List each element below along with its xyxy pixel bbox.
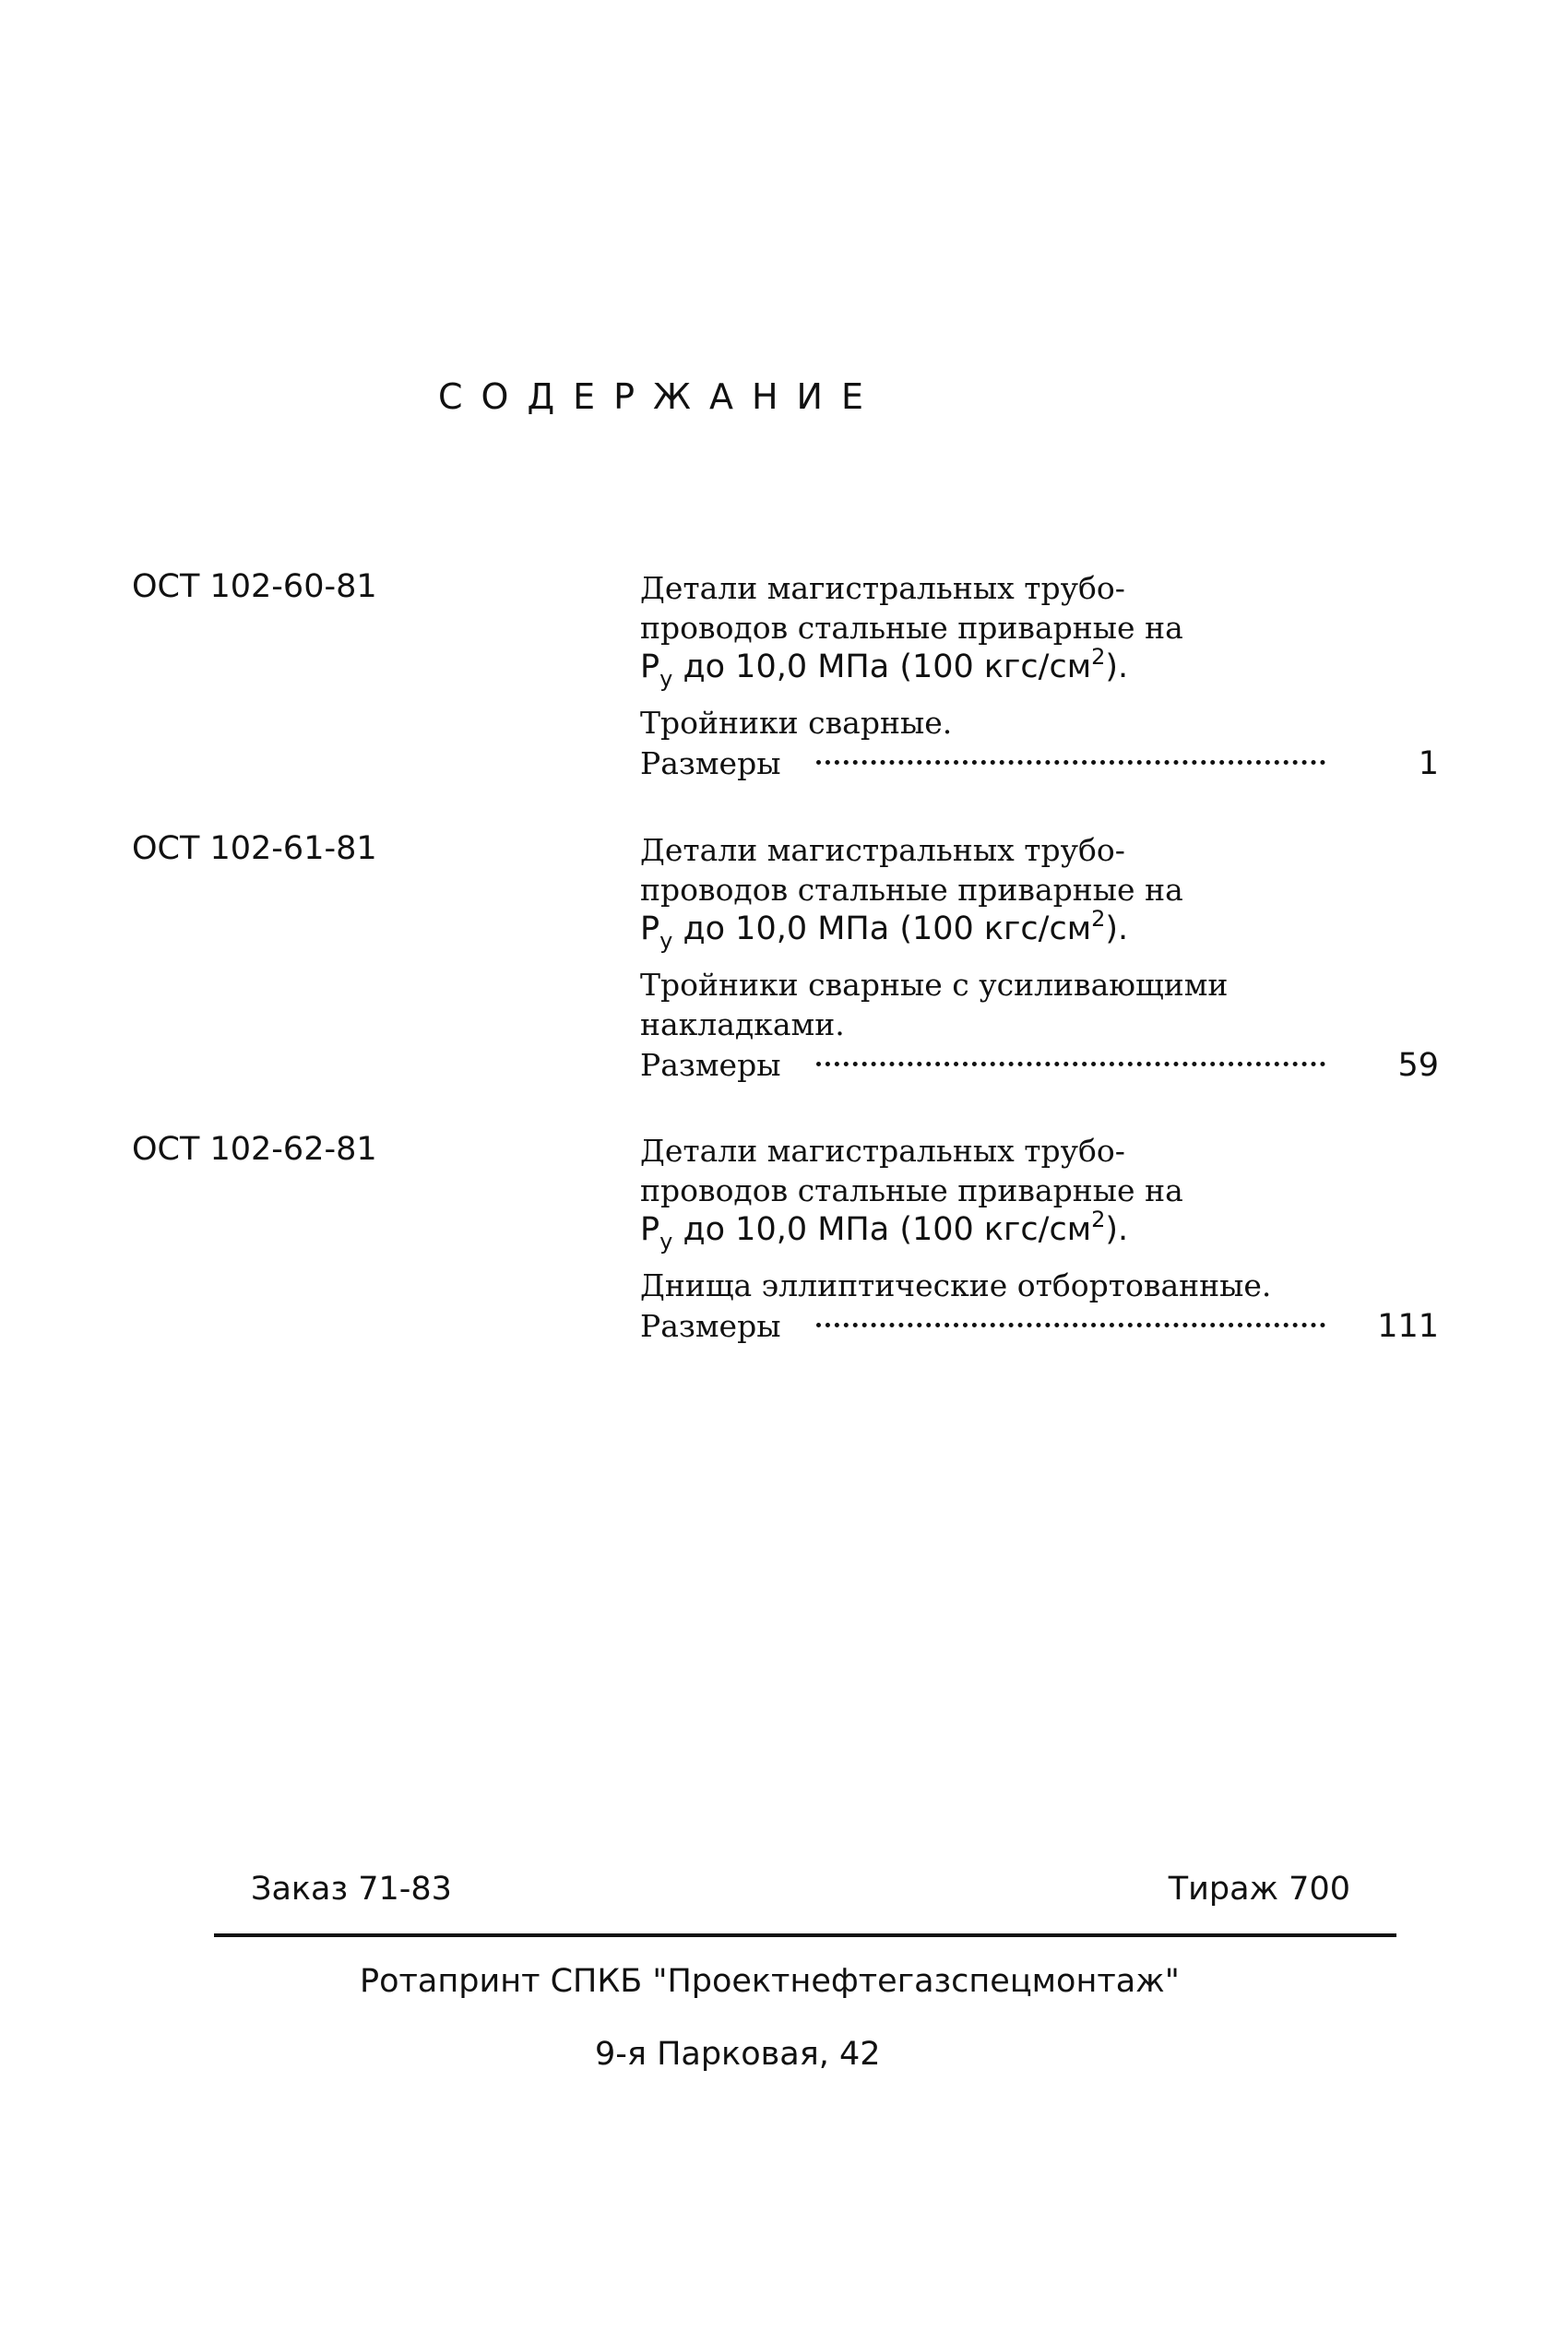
description-line: Детали магистральных трубо- bbox=[640, 832, 1125, 868]
pressure-value: до 10,0 МПа (100 кгс/см bbox=[672, 910, 1092, 947]
pressure-symbol: P bbox=[640, 910, 660, 947]
entry-subtitle: Тройники сварные. bbox=[640, 705, 953, 741]
pressure-rating bbox=[640, 906, 1286, 954]
pressure-rating bbox=[640, 1207, 1286, 1255]
footer-divider bbox=[214, 1933, 1396, 1937]
pressure-value: до 10,0 МПа (100 кгс/см bbox=[672, 648, 1092, 685]
page-number: 111 bbox=[1377, 1308, 1439, 1345]
description-line: проводов стальные приварные на bbox=[640, 872, 1183, 908]
entry-subtitle: Днища эллиптические отбортованные. bbox=[640, 1267, 1272, 1303]
description-line: проводов стальные приварные на bbox=[640, 610, 1183, 646]
standard-code: ОСТ 102-60-81 bbox=[132, 568, 377, 605]
entry-subtitle: накладками. bbox=[640, 1006, 845, 1042]
pressure-symbol: P bbox=[640, 1211, 660, 1248]
entry-subtitle: Тройники сварные с усиливающими bbox=[640, 967, 1229, 1003]
pressure-end: ). bbox=[1105, 910, 1129, 947]
pressure-end: ). bbox=[1105, 648, 1129, 685]
printer-address: 9-я Парковая, 42 bbox=[595, 2036, 881, 2073]
sizes-label: Размеры bbox=[640, 745, 781, 781]
page-number: 59 bbox=[1397, 1047, 1439, 1084]
entry-description bbox=[640, 1131, 1286, 1305]
description-line: проводов стальные приварные на bbox=[640, 1172, 1183, 1208]
pressure-rating bbox=[640, 644, 1286, 692]
printer-name: Ротапринт СПКБ "Проектнефтегазспецмонтаж" bbox=[360, 1963, 1180, 2000]
pressure-subscript: у bbox=[659, 1229, 673, 1255]
print-run: Тираж 700 bbox=[1168, 1871, 1350, 1908]
pressure-symbol: P bbox=[640, 648, 660, 685]
standard-code: ОСТ 102-62-81 bbox=[132, 1131, 377, 1168]
pressure-superscript: 2 bbox=[1091, 906, 1106, 932]
sizes-label: Размеры bbox=[640, 1047, 781, 1083]
page-number: 1 bbox=[1418, 745, 1439, 782]
description-line: Детали магистральных трубо- bbox=[640, 1133, 1125, 1169]
leader-dots bbox=[816, 1062, 1325, 1066]
pressure-superscript: 2 bbox=[1091, 1207, 1106, 1232]
description-line: Детали магистральных трубо- bbox=[640, 570, 1125, 606]
order-number: Заказ 71-83 bbox=[251, 1871, 452, 1908]
leader-dots bbox=[816, 1323, 1325, 1327]
pressure-superscript: 2 bbox=[1091, 644, 1106, 670]
pressure-end: ). bbox=[1105, 1211, 1129, 1248]
pressure-subscript: у bbox=[659, 928, 673, 954]
leader-dots bbox=[816, 760, 1325, 765]
sizes-label: Размеры bbox=[640, 1308, 781, 1344]
pressure-subscript: у bbox=[659, 666, 673, 692]
page-title: СОДЕРЖАНИЕ bbox=[438, 376, 882, 417]
pressure-value: до 10,0 МПа (100 кгс/см bbox=[672, 1211, 1092, 1248]
entry-description bbox=[640, 830, 1286, 1044]
entry-description bbox=[640, 568, 1286, 743]
standard-code: ОСТ 102-61-81 bbox=[132, 830, 377, 867]
